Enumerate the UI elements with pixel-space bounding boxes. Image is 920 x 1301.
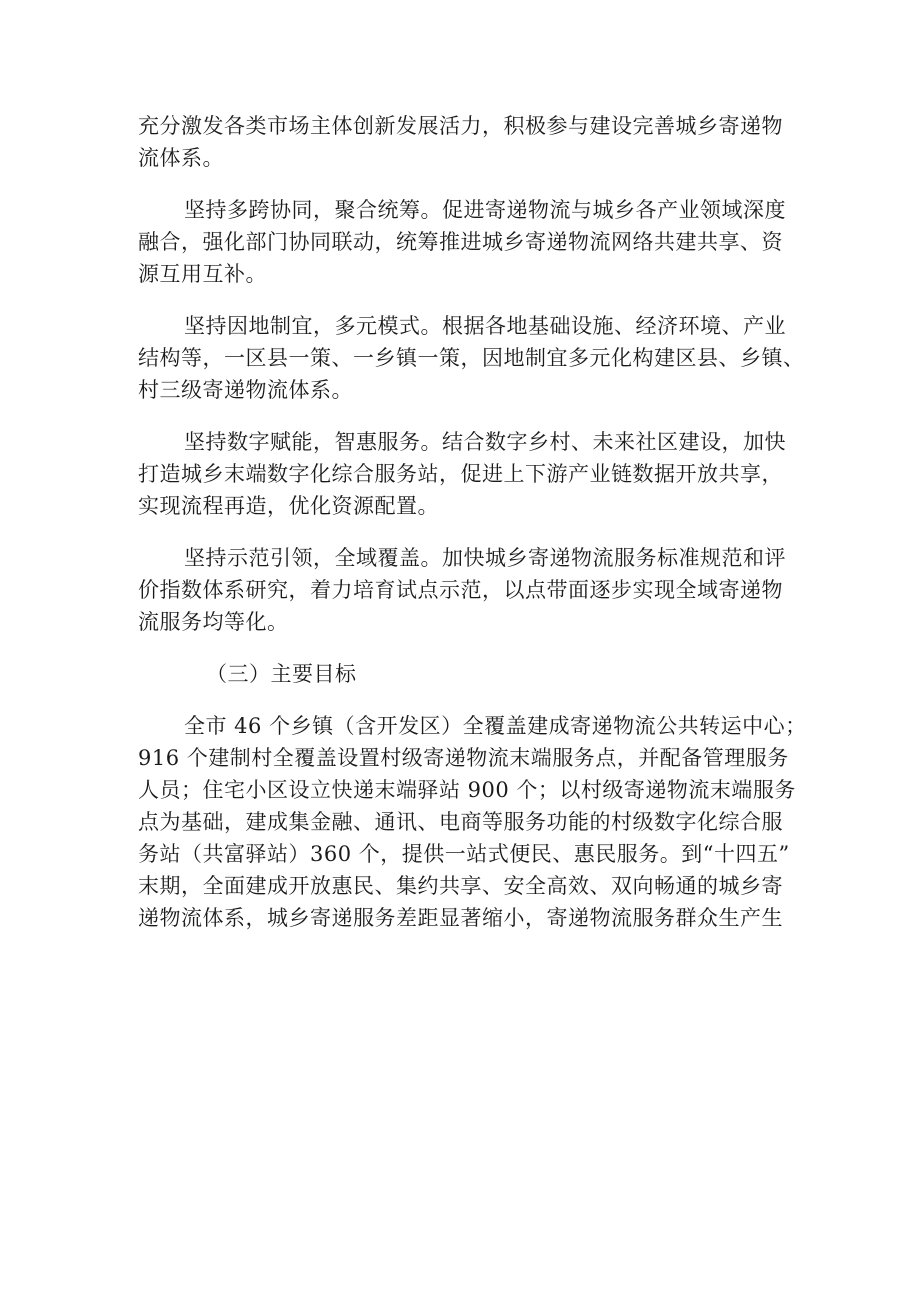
text-line: 递物流体系，城乡寄递服务差距显著缩小，寄递物流服务群众生产生 <box>138 906 783 930</box>
paragraph <box>138 710 807 934</box>
text-line: 坚持因地制宜，多元模式。根据各地基础设施、经济环境、产业 <box>184 314 786 338</box>
section-heading <box>138 658 788 690</box>
text-line: 点为基础，建成集金融、通讯、电商等服务功能的村级数字化综合服 <box>138 810 783 834</box>
document-body <box>138 110 807 934</box>
paragraph <box>138 194 788 290</box>
text-line: 结构等，一区县一策、一乡镇一策，因地制宜多元化构建区县、乡镇、 <box>138 346 805 370</box>
text-line: 坚持数字赋能，智惠服务。结合数字乡村、未来社区建设，加快 <box>184 430 786 454</box>
text-line: 人员；住宅小区设立快递末端驿站 900 个；以村级寄递物流末端服务 <box>138 778 796 802</box>
text-line: 源互用互补。 <box>138 262 267 286</box>
text-line: 打造城乡末端数字化综合服务站，促进上下游产业链数据开放共享， <box>138 462 783 486</box>
text-line: 坚持示范引领，全域覆盖。加快城乡寄递物流服务标准规范和评 <box>184 546 786 570</box>
text-line: 坚持多跨协同，聚合统筹。促进寄递物流与城乡各产业领域深度 <box>184 198 786 222</box>
heading-text: （三）主要目标 <box>206 662 357 686</box>
paragraph <box>138 310 805 406</box>
text-line: 融合，强化部门协同联动，统筹推进城乡寄递物流网络共建共享、资 <box>138 230 783 254</box>
text-line: 实现流程再造，优化资源配置。 <box>138 494 439 518</box>
paragraph <box>138 542 788 638</box>
text-line: 916 个建制村全覆盖设置村级寄递物流末端服务点，并配备管理服务 <box>138 746 789 770</box>
text-line: 流服务均等化。 <box>138 610 289 634</box>
paragraph <box>138 110 788 174</box>
text-line: 流体系。 <box>138 146 224 170</box>
text-line: 末期，全面建成开放惠民、集约共享、安全高效、双向畅通的城乡寄 <box>138 874 783 898</box>
paragraph <box>138 426 788 522</box>
text-line: 务站（共富驿站）360 个，提供一站式便民、惠民服务。到“十四五” <box>138 842 790 866</box>
text-line: 价指数体系研究，着力培育试点示范，以点带面逐步实现全域寄递物 <box>138 578 783 602</box>
text-line: 充分激发各类市场主体创新发展活力，积极参与建设完善城乡寄递物 <box>138 114 783 138</box>
text-line: 村三级寄递物流体系。 <box>138 378 353 402</box>
text-line: 全市 46 个乡镇（含开发区）全覆盖建成寄递物流公共转运中心； <box>184 714 807 738</box>
